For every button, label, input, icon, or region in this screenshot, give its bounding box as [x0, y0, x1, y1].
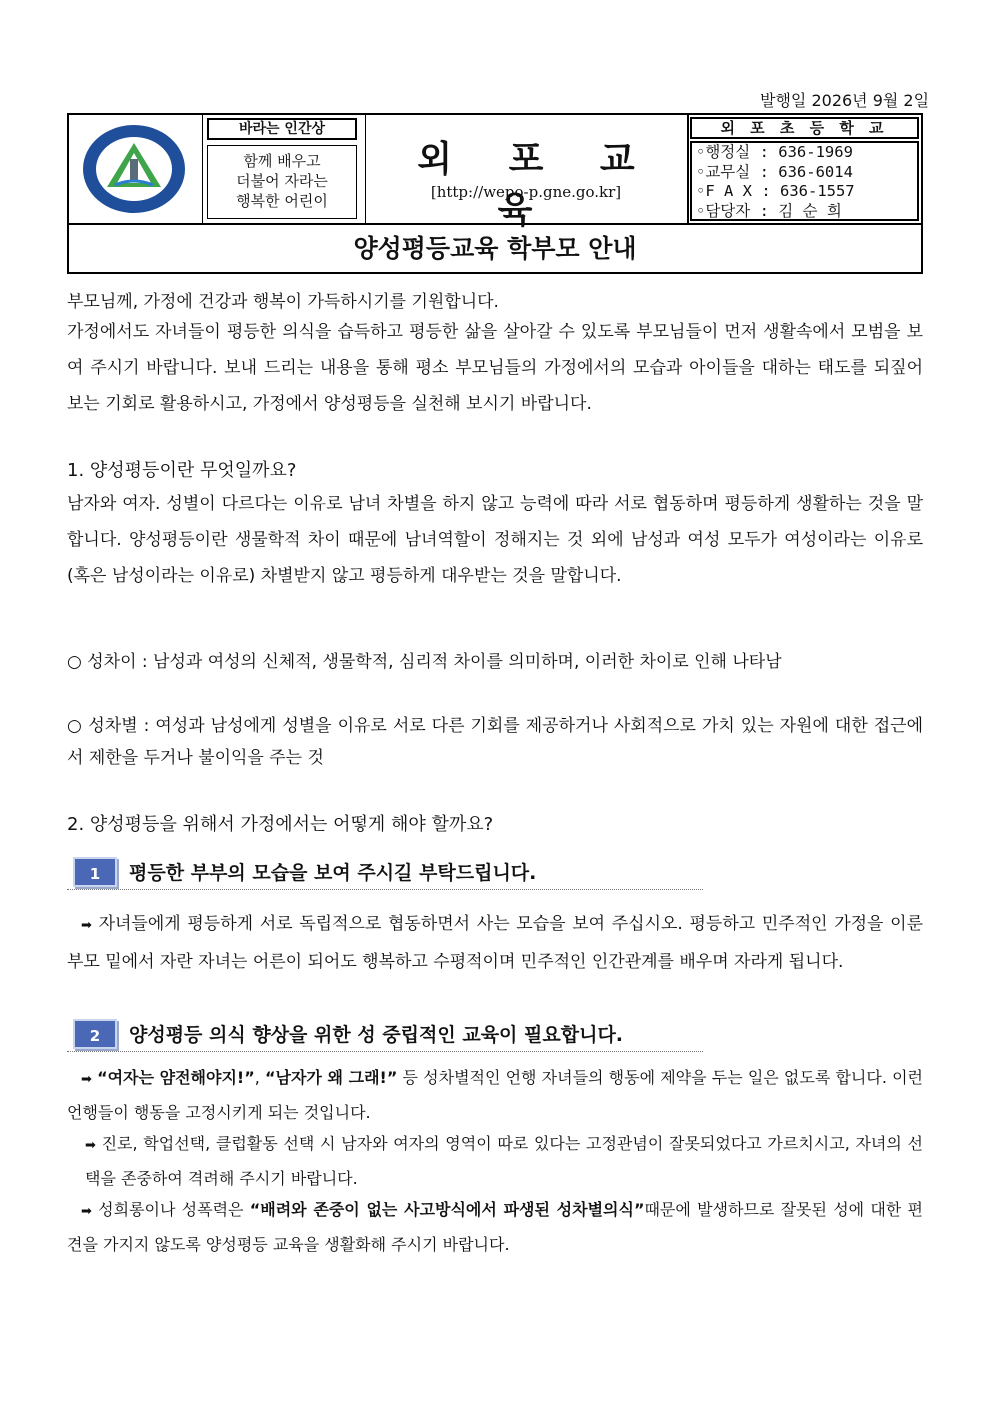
bullet3-rest: 때문에 발생하므로 잘못된 성에 대한 편견을 가지지 않도록 양성평등 교육을 생활화해 주시기 바랍니다.: [67, 1200, 923, 1254]
contact-line: ◦담당자 : 김 순 희: [696, 201, 842, 220]
item2-bullet1: [67, 1061, 923, 1129]
item1-body: [67, 906, 923, 980]
definition-gender-discrimination: ○ 성차별 : 여성과 남성에게 성별을 이유로 서로 다른 기회를 제공하거나 사회적으로 가치 있는 자원에 대한 접근에서 제한을 두거나 불이익을 주는 것: [67, 716, 923, 768]
motto-cell: [202, 115, 366, 223]
contact-line: ◦행정실 : 636-1969: [696, 143, 853, 161]
title-cell: [365, 115, 689, 231]
publication-date: 발행일 2026년 9월 2일: [760, 91, 930, 110]
contact-list: [690, 141, 919, 221]
header-top-row: [69, 115, 921, 231]
arrow-icon: ➡: [81, 1072, 92, 1087]
contact-cell: [688, 115, 921, 223]
bullet2-text: 진로, 학업선택, 클럽활동 선택 시 남자와 여자의 영역이 따로 있다는 고정관념이 잘못되었다고 가르치시고, 자녀의 선택을 존중하여 격려해 주시기 바랍니다.: [85, 1134, 923, 1188]
motto-body: [207, 145, 357, 219]
item1-heading-row: [67, 857, 703, 890]
school-logo: [81, 123, 187, 215]
main-title: 양성평등교육 학부모 안내: [353, 234, 637, 263]
quote-separator: ,: [254, 1068, 265, 1087]
newsletter-header: [67, 113, 923, 274]
item2-title: 양성평등 의식 향상을 위한 성 중립적인 교육이 필요합니다.: [129, 1024, 624, 1046]
item2-bullet3: [67, 1193, 923, 1261]
newsletter-title: 외 포 교 육: [417, 138, 657, 231]
school-name: 외 포 초 등 학 교: [690, 117, 919, 139]
contact-line: ◦F A X : 636-1557: [696, 182, 855, 200]
section1-heading: 1. 양성평등이란 무엇일까요?: [67, 460, 297, 481]
section2-heading: 2. 양성평등을 위해서 가정에서는 어떻게 해야 할까요?: [67, 814, 494, 835]
definition-gender-difference: ○ 성차이 : 남성과 여성의 신체적, 생물학적, 심리적 차이를 의미하며, 이러한 차이로 인해 나타남: [67, 652, 782, 672]
item2-bullet2: [67, 1127, 923, 1195]
motto-line: 행복한 어린이: [236, 192, 328, 210]
motto-title: 바라는 인간상: [207, 118, 357, 140]
quote-boys: “남자가 왜 그래!”: [264, 1068, 398, 1087]
item1-number-badge: 1: [73, 857, 117, 887]
motto-line: 더불어 자라는: [236, 172, 328, 190]
contact-line: ◦교무실 : 636-6014: [696, 162, 853, 181]
arrow-icon: ➡: [81, 918, 92, 933]
item1-text: 자녀들에게 평등하게 서로 독립적으로 협동하면서 사는 모습을 보여 주십시오. 평등하고 민주적인 가정을 이룬 부모 밑에서 자란 자녀는 어른이 되어도 행복하고 수평적이며 민주적인 인간관계를 배우며 자라게 됩니다.: [67, 914, 923, 972]
arrow-icon: ➡: [85, 1138, 96, 1153]
school-url[interactable]: [http://wepo-p.gne.go.kr]: [430, 183, 622, 201]
item2-number-badge: 2: [73, 1019, 117, 1049]
section1-body: 남자와 여자. 성별이 다르다는 이유로 남녀 차별을 하지 않고 능력에 따라 서로 협동하며 평등하게 생활하는 것을 말합니다. 양성평등이란 생물학적 차이 때문에 남녀역할이 정해지는 것 외에 남성과 여성 모두가 여성이라는 이유로 (혹은 남성이라는 이유로) 차별받지 않고 평등하게 대우받는 것을 말합니다.: [67, 494, 923, 586]
item2-heading-row: [67, 1019, 703, 1052]
motto-line: 함께 배우고: [243, 152, 321, 170]
intro-greeting: 부모님께, 가정에 건강과 행복이 가득하시기를 기원합니다.: [67, 292, 499, 312]
bullet3-pre: 성희롱이나 성폭력은: [91, 1200, 250, 1219]
item1-title: 평등한 부부의 모습을 보여 주시길 부탁드립니다.: [129, 862, 537, 884]
intro-body: 가정에서도 자녀들이 평등한 의식을 습득하고 평등한 삶을 살아갈 수 있도록 부모님들이 먼저 생활속에서 모범을 보여 주시기 바랍니다. 보내 드리는 내용을 통해 평소 부모님들의 가정에서의 모습과 아이들을 대하는 태도를 되짚어 보는 기회로 활용하시고, 가정에서 양성평등을 실천해 보시기 바랍니다.: [67, 322, 923, 414]
arrow-icon: ➡: [81, 1204, 92, 1219]
logo-cell: [69, 115, 201, 223]
bullet3-emphasis: “배려와 존중이 없는 사고방식에서 파생된 성차별의식”: [249, 1200, 645, 1219]
bullet1-rest: 등 성차별적인 언행 자녀들의 행동에 제약을 두는 일은 없도록 합니다. 이런 언행들이 행동을 고정시키게 되는 것입니다.: [67, 1068, 923, 1122]
quote-girls: “여자는 얌전해야지!”: [97, 1068, 255, 1087]
